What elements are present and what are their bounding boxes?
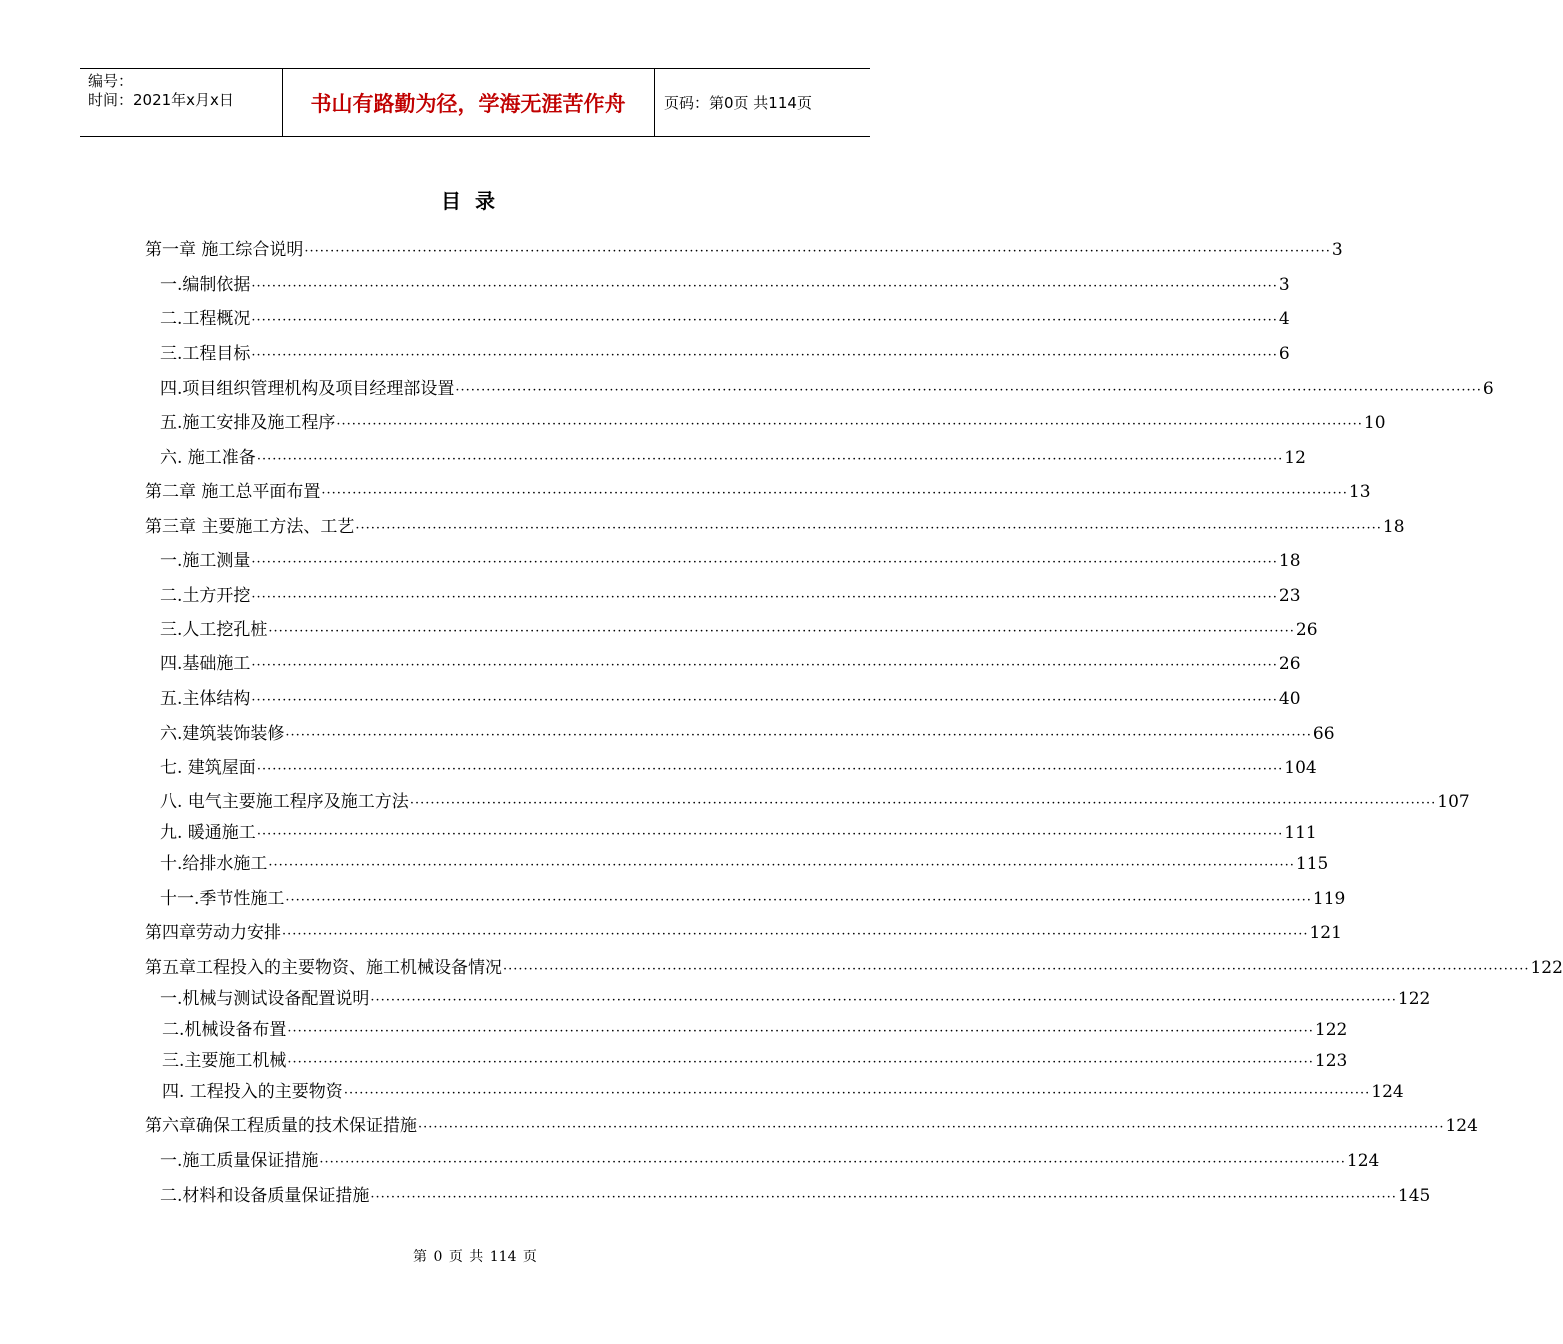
toc-leader-dots: ········································································································································································································ <box>321 486 1348 501</box>
toc-entry-page: 26 <box>1278 654 1301 674</box>
toc-entry-label: 第五章工程投入的主要物资、施工机械设备情况 <box>145 958 502 978</box>
toc-entry-page: 123 <box>1314 1051 1348 1071</box>
toc-entry[interactable] <box>145 953 1563 978</box>
toc-entry-label: 一.施工测量 <box>160 551 251 571</box>
toc-leader-dots: ········································································································································································································ <box>251 693 1278 708</box>
toc-entry-page: 66 <box>1312 724 1335 744</box>
header-date: 时间：2021年x月x日 <box>88 91 234 109</box>
toc-entry-page: 12 <box>1284 448 1306 468</box>
toc-entry-page: 104 <box>1284 758 1317 778</box>
toc-entry-page: 18 <box>1278 551 1301 571</box>
toc-entry-page: 40 <box>1278 689 1301 709</box>
toc-entry-label: 第一章 施工综合说明 <box>145 240 304 260</box>
toc-entry-label: 二.土方开挖 <box>160 586 251 606</box>
toc-entry-label: 十.给排水施工 <box>160 854 268 874</box>
toc-leader-dots: ········································································································································································································ <box>251 555 1278 570</box>
toc-entry[interactable] <box>160 984 1431 1009</box>
toc-entry-page: 115 <box>1295 854 1329 874</box>
header-divider <box>654 69 655 136</box>
page-footer: 第 0 页 共 114 页 <box>413 1249 537 1265</box>
toc-entry[interactable] <box>160 787 1470 812</box>
toc-leader-dots: ········································································································································································································ <box>268 858 1295 873</box>
toc-entry[interactable] <box>160 1146 1380 1171</box>
toc-leader-dots: ········································································································································································································ <box>503 962 1530 977</box>
toc-entry-page: 122 <box>1397 989 1431 1009</box>
toc-entry-label: 七. 建筑屋面 <box>160 758 256 778</box>
toc-entry-label: 第四章劳动力安排 <box>145 923 281 943</box>
toc-entry-page: 18 <box>1382 517 1405 537</box>
toc-leader-dots: ········································································································································································································ <box>251 658 1278 673</box>
toc-entry-page: 107 <box>1437 792 1470 812</box>
toc-leader-dots: ········································································································································································································ <box>409 796 1437 811</box>
toc-entry[interactable] <box>160 443 1306 468</box>
toc-entry-label: 一.机械与测试设备配置说明 <box>160 989 370 1009</box>
toc-entry-page: 10 <box>1363 413 1386 433</box>
toc-entry[interactable] <box>160 649 1301 674</box>
toc-entry[interactable] <box>145 477 1371 502</box>
toc-entry[interactable] <box>145 235 1343 260</box>
toc-entry-label: 第二章 施工总平面布置 <box>145 482 321 502</box>
toc-entry-page: 13 <box>1348 482 1371 502</box>
toc-entry-label: 八. 电气主要施工程序及施工方法 <box>160 792 409 812</box>
toc-leader-dots: ········································································································································································································ <box>304 244 1331 259</box>
toc-leader-dots: ········································································································································································································ <box>285 728 1312 743</box>
toc-entry[interactable] <box>160 849 1329 874</box>
toc-entry-label: 四.基础施工 <box>160 654 251 674</box>
toc-leader-dots: ········································································································································································································ <box>287 1024 1314 1039</box>
toc-entry[interactable] <box>160 270 1290 295</box>
toc-entry[interactable] <box>162 1015 1348 1040</box>
toc-entry[interactable] <box>160 581 1301 606</box>
toc-entry-label: 一.施工质量保证措施 <box>160 1151 319 1171</box>
toc-entry-page: 26 <box>1295 620 1318 640</box>
toc-leader-dots: ········································································································································································································ <box>251 348 1278 363</box>
toc-entry-page: 4 <box>1278 309 1290 329</box>
toc-entry-page: 121 <box>1309 923 1342 943</box>
toc-leader-dots: ········································································································································································································ <box>251 590 1278 605</box>
header-page-info: 页码：第0页 共114页 <box>664 94 812 112</box>
toc-entry[interactable] <box>160 546 1301 571</box>
toc-entry-label: 三.主要施工机械 <box>162 1051 287 1071</box>
toc-entry-label: 第六章确保工程质量的技术保证措施 <box>145 1116 417 1136</box>
toc-leader-dots: ········································································································································································································ <box>251 313 1278 328</box>
page-header <box>80 68 870 137</box>
toc-entry-label: 一.编制依据 <box>160 275 251 295</box>
toc-leader-dots: ········································································································································································································ <box>336 417 1363 432</box>
toc-leader-dots: ········································································································································································································ <box>256 827 1284 842</box>
toc-leader-dots: ········································································································································································································ <box>287 1055 1314 1070</box>
toc-leader-dots: ········································································································································································································ <box>256 452 1284 467</box>
toc-leader-dots: ········································································································································································································ <box>343 1086 1371 1101</box>
toc-entry[interactable] <box>160 1181 1431 1206</box>
toc-entry[interactable] <box>160 719 1335 744</box>
toc-leader-dots: ········································································································································································································ <box>370 1190 1397 1205</box>
header-motto: 书山有路勤为径，学海无涯苦作舟 <box>310 91 626 116</box>
toc-entry-label: 三.工程目标 <box>160 344 251 364</box>
toc-leader-dots: ········································································································································································································ <box>256 762 1284 777</box>
toc-leader-dots: ········································································································································································································ <box>319 1155 1346 1170</box>
toc-title: 目录 <box>441 189 509 213</box>
toc-entry-label: 五.施工安排及施工程序 <box>160 413 336 433</box>
toc-entry[interactable] <box>160 615 1318 640</box>
toc-entry[interactable] <box>145 918 1342 943</box>
toc-entry-label: 二.机械设备布置 <box>162 1020 287 1040</box>
toc-leader-dots: ········································································································································································································ <box>455 383 1482 398</box>
toc-entry[interactable] <box>160 339 1290 364</box>
toc-entry-page: 124 <box>1346 1151 1380 1171</box>
toc-entry-page: 119 <box>1312 889 1346 909</box>
toc-leader-dots: ········································································································································································································ <box>370 993 1397 1008</box>
toc-entry-page: 3 <box>1331 240 1343 260</box>
toc-entry-label: 六. 施工准备 <box>160 448 256 468</box>
toc-entry[interactable] <box>145 1111 1478 1136</box>
toc-leader-dots: ········································································································································································································ <box>282 927 1309 942</box>
toc-entry-page: 122 <box>1530 958 1563 978</box>
toc-entry[interactable] <box>145 512 1405 537</box>
toc-entry-label: 九. 暖通施工 <box>160 823 256 843</box>
toc-entry[interactable] <box>162 1046 1348 1071</box>
toc-entry-page: 6 <box>1482 379 1494 399</box>
toc-entry-page: 111 <box>1284 823 1317 843</box>
toc-entry-label: 四. 工程投入的主要物资 <box>162 1082 343 1102</box>
toc-leader-dots: ········································································································································································································ <box>268 624 1295 639</box>
toc-entry-page: 124 <box>1445 1116 1478 1136</box>
toc-leader-dots: ········································································································································································································ <box>251 279 1278 294</box>
toc-entry[interactable] <box>160 753 1317 778</box>
toc-entry-label: 二.工程概况 <box>160 309 251 329</box>
toc-entry-label: 十一.季节性施工 <box>160 889 285 909</box>
header-number: 编号： <box>88 72 134 90</box>
toc-leader-dots: ········································································································································································································ <box>355 521 1382 536</box>
toc-entry-page: 124 <box>1371 1082 1404 1102</box>
toc-entry[interactable] <box>160 684 1301 709</box>
toc-entry[interactable] <box>160 408 1386 433</box>
toc-entry[interactable] <box>160 884 1346 909</box>
toc-entry-page: 6 <box>1278 344 1290 364</box>
toc-entry-page: 122 <box>1314 1020 1348 1040</box>
toc-entry[interactable] <box>160 818 1317 843</box>
toc-entry-page: 3 <box>1278 275 1290 295</box>
toc-leader-dots: ········································································································································································································ <box>418 1120 1445 1135</box>
header-meta <box>88 72 278 110</box>
toc-leader-dots: ········································································································································································································ <box>285 893 1312 908</box>
toc-entry-label: 五.主体结构 <box>160 689 251 709</box>
toc-entry[interactable] <box>160 304 1290 329</box>
toc-entry-label: 第三章 主要施工方法、工艺 <box>145 517 355 537</box>
toc-entry[interactable] <box>160 374 1494 399</box>
toc-entry-label: 四.项目组织管理机构及项目经理部设置 <box>160 379 455 399</box>
toc-entry-label: 二.材料和设备质量保证措施 <box>160 1186 370 1206</box>
toc-entry-page: 145 <box>1397 1186 1431 1206</box>
toc-entry[interactable] <box>162 1077 1404 1102</box>
toc-entry-page: 23 <box>1278 586 1301 606</box>
toc-entry-label: 三.人工挖孔桩 <box>160 620 268 640</box>
toc-entry-label: 六.建筑装饰装修 <box>160 724 285 744</box>
